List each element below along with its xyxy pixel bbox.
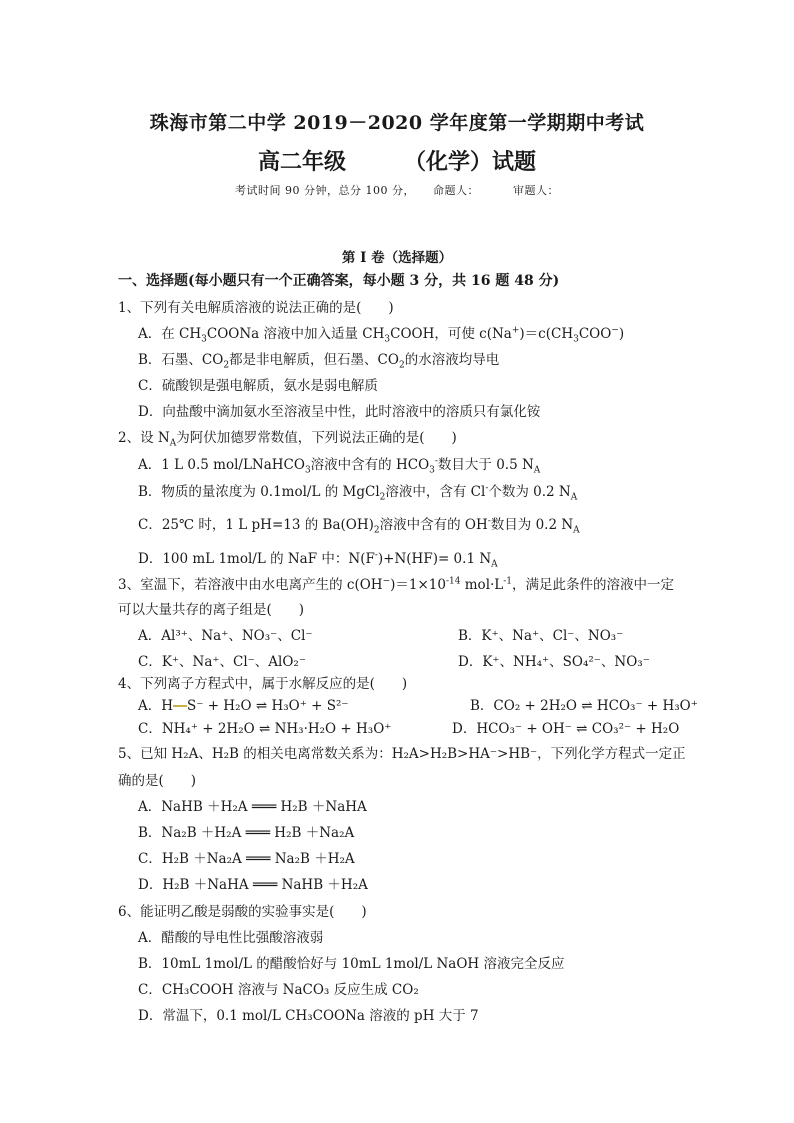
exam-meta [0, 182, 794, 198]
question-3-stem: 3、室温下，若溶液中由水电离产生的 $c(OH^-)=1\times 10^{-14}$ $mol\cdot L^{-1}$，满足此条件的溶液中一定 [118, 576, 675, 593]
question-4-option-c: C．NH₄⁺ + 2H₂O ⇌ NH₃·H₂O + H₃O⁺ [138, 721, 392, 737]
exam-time-info: 考试时间 90 分钟，总分 100 分， [235, 184, 415, 197]
question-6-stem: 6、能证明乙酸是弱酸的实验事实是( ) [118, 904, 367, 920]
question-1-option-b: B．石墨、$CO_2$都是非电解质，但石墨、$CO_2$的水溶液均导电 [138, 352, 500, 371]
question-4-stem: 4、下列离子方程式中，属于水解反应的是( ) [118, 676, 408, 692]
section-heading: 一、选择题(每小题只有一个正确答案，每小题 3 分，共 16 题 48 分) [118, 273, 560, 289]
volume-title: 第 I 卷（选择题） [341, 250, 453, 266]
question-5-option-c: C．H₂B ＋Na₂A ═══ Na₂B ＋H₂A [138, 851, 355, 867]
question-4-option-d: D．HCO₃⁻ + OH⁻ ⇌ CO₃²⁻ + H₂O [452, 721, 680, 737]
question-6-option-b: B．10mL 1mol/L 的醋酸恰好与 10mL 1mol/L NaOH 溶液完全反应 [138, 956, 565, 972]
question-3-option-d: D．K⁺、NH₄⁺、SO₄²⁻、NO₃⁻ [458, 654, 650, 670]
question-1-option-c: C．硫酸钡是强电解质，氨水是弱电解质 [138, 378, 378, 394]
question-4-option-a: A．H S⁻ + H₂O ⇌ H₃O⁺ + S²⁻ [138, 698, 349, 714]
question-3-option-b: B．K⁺、Na⁺、Cl⁻、NO₃⁻ [458, 628, 624, 644]
question-1-option-d: D．向盐酸中滴加氨水至溶液呈中性，此时溶液中的溶质只有氯化铵 [138, 404, 541, 420]
question-2-stem: 2、设 $N_A$为阿伏加德罗常数值，下列说法正确的是( ) [118, 430, 457, 449]
question-2-option-c: C．25℃ 时，1 L pH=13 的 $Ba(OH)_2$溶液中含有的 OH-数目为 0.2 $N_A$ [138, 516, 580, 536]
question-2-option-b: B．物质的量浓度为 0.1mol/L 的 MgCl$_2$溶液中，含有 Cl-个数为 0.2 $N_A$ [138, 483, 578, 503]
grade-label: 高二年级 [257, 149, 346, 175]
question-5-option-d: D．H₂B ＋NaHA ═══ NaHB ＋H₂A [138, 877, 368, 893]
question-5-stem-line2: 确的是( ) [118, 773, 197, 789]
question-3-option-a: A．Al³⁺、Na⁺、NO₃⁻、Cl⁻ [138, 628, 313, 644]
author-label: 命题人： [432, 184, 479, 197]
question-6-option-c: C．CH₃COOH 溶液与 NaCO₃ 反应生成 CO₂ [138, 982, 419, 998]
question-6-option-a: A．醋酸的导电性比强酸溶液弱 [138, 930, 324, 946]
question-1-stem: 1、下列有关电解质溶液的说法正确的是( ) [118, 300, 394, 316]
exam-title: 珠海市第二中学 2019－2020 学年度第一学期期中考试 [149, 112, 645, 134]
question-3-stem-line2: 可以大量共存的离子组是( ) [118, 602, 305, 618]
question-5-option-b: B．Na₂B ＋H₂A ═══ H₂B ＋Na₂A [138, 825, 355, 841]
question-1-option-a: A．在 $CH_3COONa$ 溶液中加入适量 $CH_3COOH$，可使 $c(Na^+)=c(CH_3COO^-)$ [138, 325, 625, 345]
question-4-option-b: B．CO₂ + 2H₂O ⇌ HCO₃⁻ + H₃O⁺ [470, 698, 698, 714]
question-3-option-c: C．K⁺、Na⁺、Cl⁻、AlO₂⁻ [138, 654, 306, 670]
question-2-option-a: A．1 L 0.5 mol/LNaHCO$_3$溶液中含有的 $HCO_3^-$数目大于 0.5 $N_A$ [138, 456, 541, 476]
exam-subtitle [0, 145, 794, 176]
reviewer-label: 审题人： [512, 184, 559, 197]
question-2-option-d: D．100 mL 1mol/L 的 NaF 中：N(F-)+N(HF)= 0.1 $N_A$ [138, 550, 498, 570]
question-6-option-d: D．常温下，0.1 mol/L CH₃COONa 溶液的 pH 大于 7 [138, 1008, 479, 1024]
question-5-option-a: A．NaHB ＋H₂A ═══ H₂B ＋NaHA [138, 799, 367, 815]
subject-label: （化学）试题 [404, 149, 537, 175]
highlight-mark [173, 697, 187, 707]
question-5-stem: 5、已知 H₂A、H₂B 的相关电离常数关系为：H₂A>H₂B>HA⁻>HB⁻，下列化学方程式一定正 [118, 746, 686, 762]
